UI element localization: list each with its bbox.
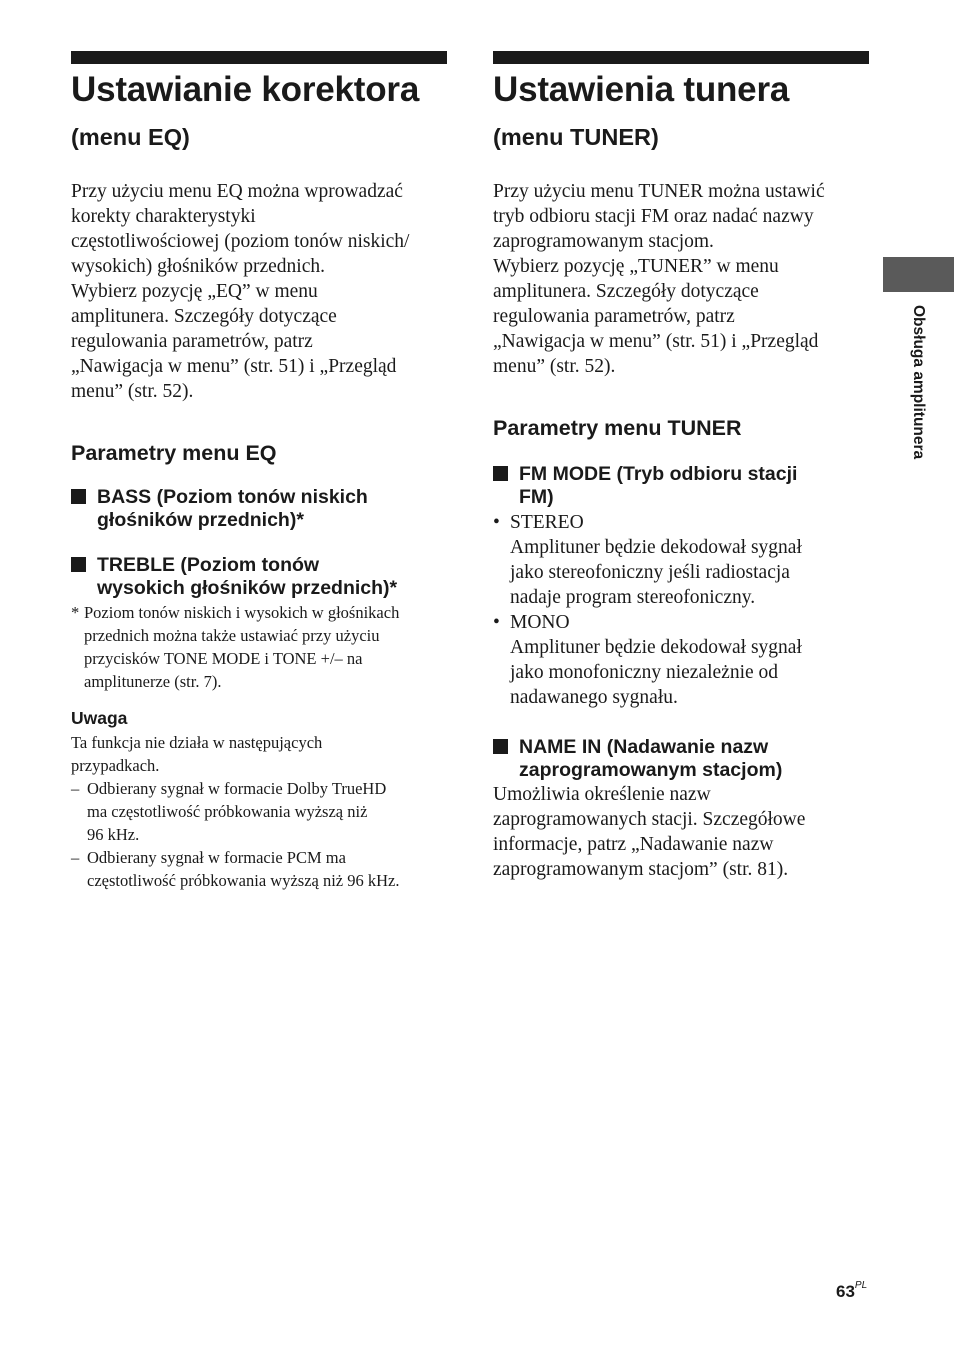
text-line: częstotliwość próbkowania wyższą niż 96 kHz. [87, 871, 400, 890]
note-label: Uwaga [71, 708, 128, 728]
intro-paragraph [71, 179, 447, 404]
footnote [71, 601, 447, 693]
chapter-tab-label: Obsługa amplitunera [910, 305, 927, 460]
text-line: wysokich) głośników przednich. [71, 256, 325, 277]
text-line: Wybierz pozycję „EQ” w menu [71, 281, 318, 302]
text-line: Przy użyciu menu TUNER można ustawić [493, 181, 825, 202]
text-line: Poziom tonów niskich i wysokich w głośnikach [84, 603, 400, 622]
param-label-line: FM MODE (Tryb odbioru stacji [519, 463, 798, 485]
dash-mark: – [71, 779, 80, 798]
text-line: nadaje program stereofoniczny. [510, 587, 756, 608]
text-line: Wybierz pozycję „TUNER” w menu [493, 256, 779, 277]
option-label: MONO [510, 612, 570, 633]
bullet-mark: • [493, 512, 500, 533]
text-line: regulowania parametrów, patrz [71, 331, 313, 352]
chapter-tab [883, 257, 954, 292]
page-language-suffix: PL [854, 1280, 868, 1292]
section-subtitle: (menu EQ) [71, 124, 190, 150]
text-line: „Nawigacja w menu” (str. 51) i „Przegląd [71, 356, 397, 377]
param-label-line: BASS (Poziom tonów niskich [97, 486, 368, 508]
param-name-in [493, 736, 869, 782]
right-column [493, 51, 869, 882]
text-line: zaprogramowanym stacjom” (str. 81). [493, 859, 789, 880]
page-number [836, 1282, 867, 1302]
footnote-mark: * [71, 603, 80, 622]
param-label-line: FM) [519, 486, 554, 508]
text-line: regulowania parametrów, patrz [493, 306, 735, 327]
param-label-line: zaprogramowanym stacjom) [519, 759, 783, 781]
text-line: tryb odbioru stacji FM oraz nadać nazwy [493, 206, 814, 227]
text-line: nadawanego sygnału. [510, 687, 678, 708]
text-line: Amplituner będzie dekodował sygnał [510, 637, 802, 658]
page-number-value: 63 [836, 1282, 855, 1301]
text-line: korekty charakterystyki [71, 206, 256, 227]
section-rule [71, 51, 447, 64]
param-treble [71, 554, 447, 600]
text-line: amplitunerze (str. 7). [84, 672, 222, 691]
left-column [71, 51, 447, 892]
params-heading: Parametry menu EQ [71, 441, 277, 465]
text-line: informacje, patrz „Nadawanie nazw [493, 834, 774, 855]
section-rule [493, 51, 869, 64]
note-list-item [71, 777, 447, 846]
params-heading: Parametry menu TUNER [493, 416, 742, 440]
name-in-description [493, 782, 869, 882]
text-line: Odbierany sygnał w formacie PCM ma [87, 848, 346, 867]
text-line: Umożliwia określenie nazw [493, 784, 711, 805]
bullet-mark: • [493, 612, 500, 633]
text-line: 96 kHz. [87, 825, 140, 844]
text-line: jako stereofoniczny jeśli radiostacja [510, 562, 790, 583]
text-line: przypadkach. [71, 756, 160, 775]
section-title: Ustawienia tunera [493, 70, 790, 109]
text-line: jako monofoniczny niezależnie od [510, 662, 779, 683]
note-list-item [71, 846, 447, 892]
text-line: menu” (str. 52). [493, 356, 616, 377]
text-line: przycisków TONE MODE i TONE +/– na [84, 649, 363, 668]
param-bass [71, 486, 447, 532]
param-label-line: głośników przednich)* [97, 509, 304, 531]
text-line: amplitunera. Szczegóły dotyczące [493, 281, 759, 302]
square-bullet-icon [493, 739, 508, 754]
param-label-line: NAME IN (Nadawanie nazw [519, 736, 769, 758]
text-line: ma częstotliwość próbkowania wyższą niż [87, 802, 368, 821]
text-line: Amplituner będzie dekodował sygnał [510, 537, 802, 558]
option-label: STEREO [510, 512, 584, 533]
intro-paragraph [493, 179, 869, 379]
text-line: Odbierany sygnał w formacie Dolby TrueHD [87, 779, 387, 798]
text-line: przednich można także ustawiać przy użyciu [84, 626, 380, 645]
text-line: zaprogramowanym stacjom. [493, 231, 714, 252]
section-subtitle: (menu TUNER) [493, 124, 659, 150]
option-mono [493, 610, 869, 710]
text-line: „Nawigacja w menu” (str. 51) i „Przegląd [493, 331, 819, 352]
square-bullet-icon [493, 466, 508, 481]
option-stereo [493, 510, 869, 610]
text-line: częstotliwościowej (poziom tonów niskich/ [71, 231, 410, 252]
param-label-line: TREBLE (Poziom tonów [97, 554, 320, 576]
param-label-line: wysokich głośników przednich)* [97, 577, 398, 599]
text-line: Ta funkcja nie działa w następujących [71, 733, 323, 752]
square-bullet-icon [71, 557, 86, 572]
section-title: Ustawianie korektora [71, 70, 420, 109]
text-line: amplitunera. Szczegóły dotyczące [71, 306, 337, 327]
square-bullet-icon [71, 489, 86, 504]
text-line: menu” (str. 52). [71, 381, 194, 402]
param-fm-mode [493, 463, 869, 509]
text-line: Przy użyciu menu EQ można wprowadzać [71, 181, 403, 202]
note-text [71, 731, 447, 777]
text-line: zaprogramowanych stacji. Szczegółowe [493, 809, 806, 830]
dash-mark: – [71, 848, 80, 867]
